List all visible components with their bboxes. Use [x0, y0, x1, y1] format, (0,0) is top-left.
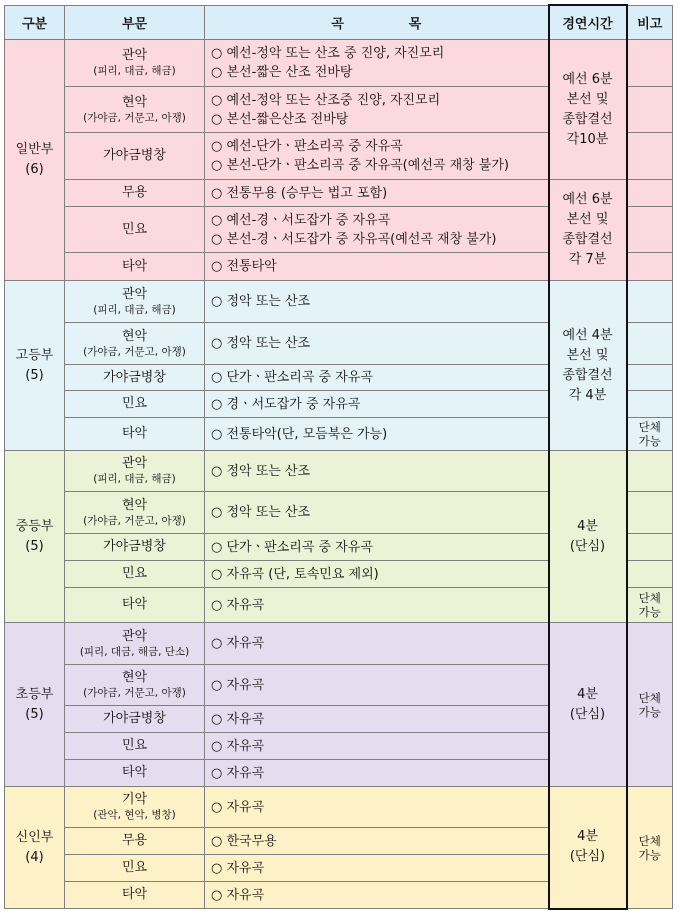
repertoire-line: ○ 경ㆍ서도잡가 중 자유곡 — [211, 396, 361, 412]
category-instruments: (가야금, 거문고, 아쟁) — [83, 111, 186, 124]
repertoire-cell — [205, 760, 549, 787]
division-cell-sinin — [5, 787, 65, 909]
repertoire-line: ○ 정악 또는 산조 — [211, 294, 311, 309]
repertoire-cell — [205, 207, 549, 253]
category-cell — [65, 492, 205, 534]
header-row — [5, 5, 673, 40]
remark-cell — [627, 253, 673, 281]
repertoire-cell — [205, 40, 549, 87]
category-name: 타악 — [121, 765, 148, 780]
category-cell — [65, 561, 205, 588]
repertoire-cell — [205, 588, 549, 623]
remark-line: 가능 — [638, 434, 661, 448]
division-cell-jungdeung — [5, 451, 65, 623]
division-count: (5) — [25, 538, 44, 554]
repertoire-line: ○ 자유곡 (단, 토속민요 제외) — [211, 566, 379, 582]
remark-line: 가능 — [638, 605, 661, 619]
category-cell — [65, 787, 205, 828]
repertoire-cell — [205, 323, 549, 365]
time-line: 4분 — [577, 518, 598, 534]
category-cell — [65, 534, 205, 561]
repertoire-cell — [205, 87, 549, 133]
repertoire-cell — [205, 623, 549, 665]
competition-table — [4, 4, 673, 910]
header-gubun: 구분 — [5, 5, 65, 40]
time-line: 각 4분 — [568, 387, 607, 403]
repertoire-line: ○ 예선-경ㆍ서도잡가 중 자유곡 — [211, 212, 391, 228]
table-row — [5, 787, 673, 828]
repertoire-line: ○ 전통무용 (승무는 법고 포함) — [211, 185, 388, 201]
remark-cell — [627, 451, 673, 492]
table-row — [5, 281, 673, 323]
category-instruments: (피리, 대금, 해금) — [93, 65, 176, 77]
repertoire-cell — [205, 451, 549, 492]
repertoire-line: ○ 본선-경ㆍ서도잡가 중 자유곡(예선곡 재창 불가) — [211, 231, 497, 247]
time-cell — [549, 281, 627, 451]
division-count: (5) — [25, 706, 44, 722]
header-gokmok: 곡 목 — [205, 5, 549, 40]
repertoire-cell — [205, 534, 549, 561]
category-cell — [65, 882, 205, 909]
division-cell-chodeung — [5, 623, 65, 787]
table-row — [5, 40, 673, 87]
category-cell — [65, 665, 205, 706]
time-line: 본선 및 — [566, 347, 609, 363]
category-cell — [65, 391, 205, 418]
time-line: (단심) — [569, 538, 606, 554]
time-line: 종합결선 — [562, 111, 613, 127]
repertoire-line: ○ 본선-짧은 산조 전바탕 — [211, 65, 353, 80]
category-instruments: (가야금, 거문고, 아쟁) — [83, 687, 186, 699]
category-instruments: (가야금, 거문고, 아쟁) — [83, 514, 186, 527]
repertoire-cell — [205, 855, 549, 882]
header-bigo: 비고 — [627, 5, 673, 40]
remark-line: 단체 — [638, 833, 661, 848]
header-time: 경연시간 — [549, 5, 627, 40]
repertoire-cell — [205, 492, 549, 534]
category-cell — [65, 281, 205, 323]
division-count: (6) — [25, 162, 44, 177]
time-line: 각 7분 — [568, 252, 607, 267]
repertoire-cell — [205, 133, 549, 180]
repertoire-cell — [205, 253, 549, 281]
repertoire-cell — [205, 180, 549, 207]
category-cell — [65, 760, 205, 787]
category-instruments: (피리, 대금, 해금) — [93, 473, 176, 485]
repertoire-line: ○ 전통타악(단, 모듬북은 가능) — [211, 426, 388, 442]
category-name: 관악 — [121, 48, 148, 63]
remark-cell — [627, 492, 673, 534]
category-name: 현악 — [121, 497, 148, 513]
time-line: 각10분 — [566, 131, 609, 147]
header-bumun: 부문 — [65, 5, 205, 40]
division-name: 고등부 — [15, 347, 54, 363]
category-name: 타악 — [121, 426, 148, 441]
category-name: 민요 — [121, 221, 148, 237]
repertoire-line: ○ 본선-짧은산조 전바탕 — [211, 111, 349, 127]
category-name: 현악 — [121, 670, 148, 685]
remark-line: 가능 — [638, 704, 661, 719]
time-line: 종합결선 — [562, 232, 613, 247]
repertoire-line: ○ 자유곡 — [211, 860, 265, 876]
division-cell-ilban — [5, 40, 65, 281]
remark-cell — [627, 133, 673, 180]
time-line: 4분 — [577, 829, 598, 845]
division-cell-godeung — [5, 281, 65, 451]
category-name: 민요 — [121, 396, 148, 411]
repertoire-line: ○ 자유곡 — [211, 711, 265, 727]
time-line: 종합결선 — [562, 367, 613, 383]
repertoire-cell — [205, 787, 549, 828]
remark-cell — [627, 40, 673, 87]
category-name: 무용 — [121, 185, 148, 200]
time-line: 예선 6분 — [562, 71, 613, 87]
repertoire-cell — [205, 706, 549, 733]
category-cell — [65, 253, 205, 281]
remark-cell — [627, 534, 673, 561]
remark-cell — [627, 180, 673, 207]
category-name: 가야금병창 — [103, 148, 166, 163]
remark-cell — [627, 418, 673, 451]
division-name: 초등부 — [15, 686, 54, 702]
repertoire-cell — [205, 418, 549, 451]
repertoire-line: ○ 자유곡 — [211, 636, 265, 651]
division-count: (5) — [25, 367, 44, 383]
repertoire-cell — [205, 281, 549, 323]
repertoire-line: ○ 정악 또는 산조 — [211, 336, 311, 351]
category-cell — [65, 855, 205, 882]
table-row — [5, 180, 673, 207]
repertoire-cell — [205, 828, 549, 855]
division-name: 중등부 — [15, 518, 54, 534]
repertoire-line: ○ 자유곡 — [211, 765, 265, 781]
category-name: 현악 — [121, 328, 148, 344]
remark-line: 단체 — [638, 690, 661, 705]
category-cell — [65, 588, 205, 623]
repertoire-cell — [205, 561, 549, 588]
repertoire-line: ○ 전통타악 — [211, 259, 277, 274]
category-name: 타악 — [121, 887, 148, 902]
competition-table-container — [4, 4, 673, 910]
category-name: 관악 — [121, 456, 148, 471]
category-cell — [65, 180, 205, 207]
category-name: 타악 — [121, 597, 148, 612]
remark-cell — [627, 281, 673, 323]
category-cell — [65, 365, 205, 391]
category-cell — [65, 451, 205, 492]
repertoire-line: ○ 자유곡 — [211, 597, 265, 613]
repertoire-line: ○ 자유곡 — [211, 887, 265, 903]
remark-line: 단체 — [638, 420, 661, 434]
category-name: 가야금병창 — [103, 539, 166, 554]
repertoire-line: ○ 정악 또는 산조 — [211, 463, 311, 479]
division-name: 신인부 — [15, 829, 54, 845]
table-row — [5, 623, 673, 665]
time-cell — [549, 180, 627, 281]
repertoire-line: ○ 단가ㆍ판소리곡 중 자유곡 — [211, 539, 373, 555]
remark-cell — [627, 561, 673, 588]
repertoire-cell — [205, 733, 549, 760]
category-cell — [65, 706, 205, 733]
category-instruments: (관악, 현악, 병창) — [93, 809, 176, 821]
category-cell — [65, 323, 205, 365]
remark-line: 가능 — [638, 847, 661, 862]
time-line: 예선 6분 — [562, 192, 613, 207]
category-name: 타악 — [121, 258, 148, 274]
repertoire-line: ○ 단가ㆍ판소리곡 중 자유곡 — [211, 370, 373, 385]
repertoire-line: ○ 자유곡 — [211, 738, 265, 754]
category-cell — [65, 133, 205, 180]
category-cell — [65, 207, 205, 253]
repertoire-line: ○ 자유곡 — [211, 799, 265, 815]
repertoire-line: ○ 한국무용 — [211, 833, 277, 849]
category-name: 기악 — [121, 792, 148, 807]
remark-line: 단체 — [638, 591, 661, 605]
repertoire-cell — [205, 391, 549, 418]
remark-cell — [627, 365, 673, 391]
remark-cell — [627, 87, 673, 133]
category-cell — [65, 87, 205, 133]
category-name: 민요 — [121, 738, 148, 753]
category-cell — [65, 828, 205, 855]
repertoire-line: ○ 예선-단가ㆍ판소리곡 중 자유곡 — [211, 139, 403, 154]
remark-cell — [627, 588, 673, 623]
repertoire-cell — [205, 665, 549, 706]
remark-cell — [627, 323, 673, 365]
category-instruments: (피리, 대금, 해금) — [93, 303, 176, 316]
repertoire-cell — [205, 365, 549, 391]
time-line: 본선 및 — [566, 212, 609, 227]
category-name: 가야금병창 — [103, 369, 166, 385]
time-cell — [549, 623, 627, 787]
repertoire-cell — [205, 882, 549, 909]
time-cell — [549, 40, 627, 180]
remark-cell — [627, 207, 673, 253]
category-name: 무용 — [121, 833, 148, 848]
category-instruments: (피리, 대금, 해금, 단소) — [79, 645, 190, 658]
time-line: 예선 4분 — [562, 327, 613, 343]
time-cell — [549, 787, 627, 909]
time-line: (단심) — [569, 706, 606, 722]
repertoire-line: ○ 예선-정악 또는 산조중 진양, 자진모리 — [211, 92, 441, 108]
time-line: (단심) — [569, 849, 606, 865]
category-name: 민요 — [121, 566, 148, 581]
repertoire-line: ○ 예선-정악 또는 산조 중 진양, 자진모리 — [211, 46, 445, 61]
category-name: 현악 — [121, 94, 148, 110]
repertoire-line: ○ 본선-단가ㆍ판소리곡 중 자유곡(예선곡 재창 불가) — [211, 158, 509, 173]
category-cell — [65, 733, 205, 760]
category-name: 관악 — [121, 628, 148, 644]
category-name: 민요 — [121, 860, 148, 875]
category-cell — [65, 418, 205, 451]
category-cell — [65, 623, 205, 665]
division-name: 일반부 — [15, 142, 54, 157]
time-line: 4분 — [577, 686, 598, 702]
category-cell — [65, 40, 205, 87]
remark-cell — [627, 787, 673, 909]
category-name: 가야금병창 — [103, 711, 166, 726]
table-row — [5, 451, 673, 492]
time-line: 본선 및 — [566, 91, 609, 107]
category-name: 관악 — [121, 286, 148, 302]
repertoire-line: ○ 정악 또는 산조 — [211, 505, 311, 520]
remark-cell — [627, 623, 673, 787]
division-count: (4) — [25, 849, 44, 865]
repertoire-line: ○ 자유곡 — [211, 677, 265, 693]
time-cell — [549, 451, 627, 623]
category-instruments: (가야금, 거문고, 아쟁) — [83, 345, 186, 358]
remark-cell — [627, 391, 673, 418]
